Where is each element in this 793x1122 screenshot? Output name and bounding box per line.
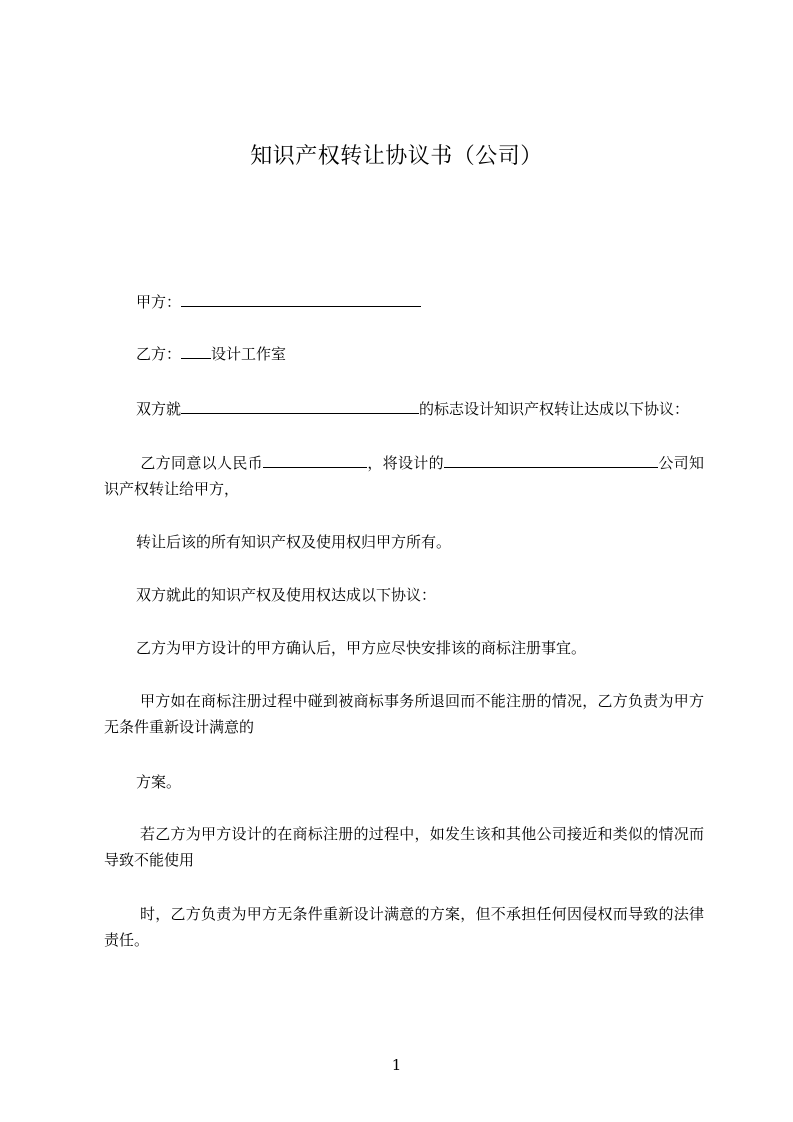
transfer-mid: ，将设计的 <box>366 454 444 472</box>
transfer-paragraph <box>104 450 704 502</box>
transfer-start: 乙方同意以人民币 <box>140 454 263 472</box>
party-b-value: 设计工作室 <box>211 345 287 363</box>
clause-2-text: 甲方如在商标注册过程中碰到被商标事务所退回而不能注册的情况，乙方负责为甲方无条件重新设计满意的 <box>104 692 704 736</box>
party-a-label: 甲方： <box>136 293 182 311</box>
ownership-text: 转让后该的所有知识产权及使用权归甲方所有。 <box>136 533 452 551</box>
party-a-blank[interactable] <box>181 290 421 307</box>
clause-3-continuation: 时，乙方负责为甲方无条件重新设计满意的方案，但不承担任何因侵权而导致的法律责任。 <box>104 905 704 949</box>
logo-name-blank[interactable] <box>181 397 419 414</box>
party-b-line <box>136 341 286 367</box>
page-number: 1 <box>391 1056 402 1074</box>
clause-1-text: 乙方为甲方设计的甲方确认后，甲方应尽快安排该的商标注册事宜。 <box>136 639 587 657</box>
document-title: 知识产权转让协议书（公司） <box>250 144 543 169</box>
clause-2-continuation: 方案。 <box>136 773 182 791</box>
agreement-intro-end: 的标志设计知识产权转让达成以下协议： <box>419 400 690 418</box>
design-name-blank[interactable] <box>444 451 658 468</box>
party-b-blank[interactable] <box>181 342 211 359</box>
agreement-usage-text: 双方就此的知识产权及使用权达成以下协议： <box>136 586 437 604</box>
agreement-intro-start: 双方就 <box>136 400 182 418</box>
transfer-end: 公司知识产权转让给甲方， <box>104 454 704 498</box>
party-a-line <box>136 289 421 315</box>
agreement-intro-line <box>136 396 689 422</box>
price-blank[interactable] <box>263 451 367 468</box>
party-b-label: 乙方： <box>136 345 182 363</box>
clause-3-text: 若乙方为甲方设计的在商标注册的过程中，如发生该和其他公司接近和类似的情况而导致不能使用 <box>104 825 704 869</box>
